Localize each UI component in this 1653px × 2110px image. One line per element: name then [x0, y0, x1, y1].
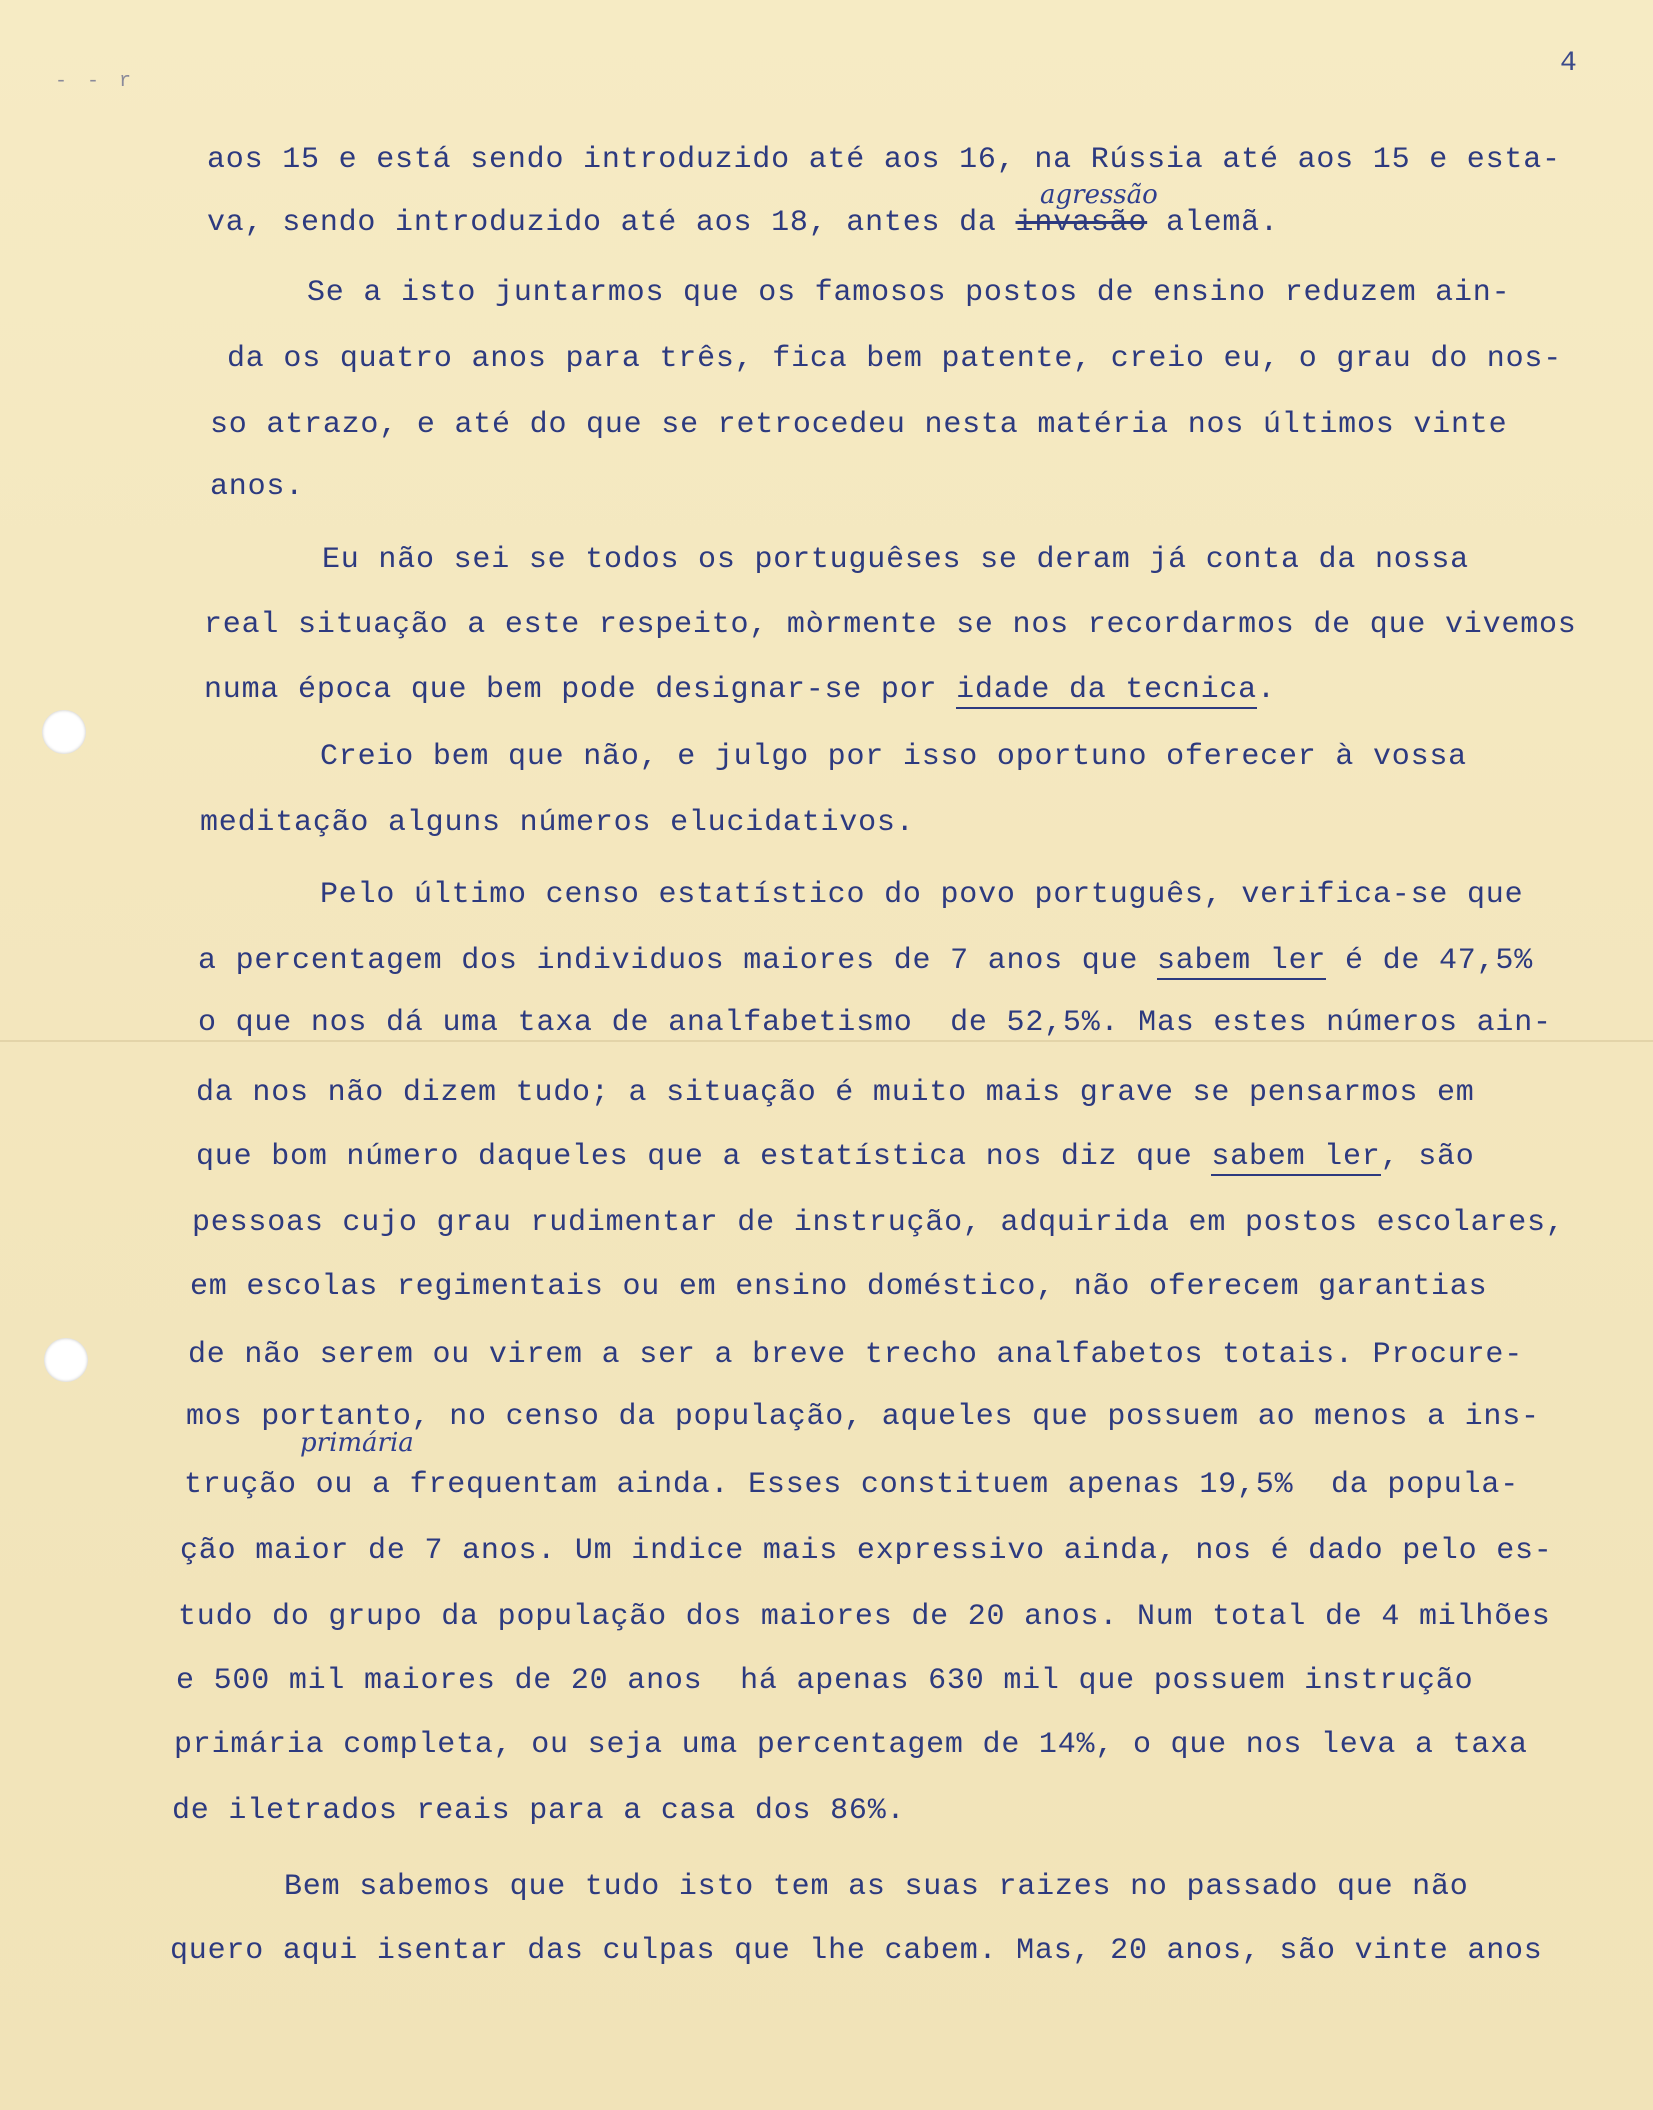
text-segment: , são	[1380, 1140, 1475, 1174]
text-line: tudo do grupo da população dos maiores de 20 anos. Num total de 4 milhões	[178, 1600, 1551, 1634]
text-line: Eu não sei se todos os portuguêses se deram já conta da nossa	[322, 543, 1469, 577]
text-line: primária completa, ou seja uma percentagem de 14%, o que nos leva a taxa	[174, 1728, 1528, 1762]
underlined-phrase: sabem ler	[1156, 944, 1327, 978]
text-line: trução ou a frequentam ainda. Esses constituem apenas 19,5% da popula-	[184, 1468, 1520, 1502]
text-line: pessoas cujo grau rudimentar de instrução, adquirida em postos escolares,	[192, 1206, 1565, 1240]
text-line: real situação a este respeito, mòrmente se nos recordarmos de que vivemos	[204, 608, 1577, 642]
text-line: anos.	[210, 470, 305, 504]
text-line: em escolas regimentais ou em ensino doméstico, não oferecem garantias	[190, 1270, 1488, 1304]
handwritten-correction-agressao: agressão	[1040, 180, 1158, 210]
text-segment: .	[1256, 673, 1276, 707]
punch-hole-bottom	[44, 1338, 88, 1382]
text-line: de não serem ou virem a ser a breve trecho analfabetos totais. Procure-	[188, 1338, 1524, 1372]
text-line: o que nos dá uma taxa de analfabetismo de 52,5%. Mas estes números ain-	[198, 1006, 1552, 1040]
text-line: e 500 mil maiores de 20 anos há apenas 630 mil que possuem instrução	[176, 1664, 1474, 1698]
text-line: mos portanto, no censo da população, aqueles que possuem ao menos a ins-	[186, 1400, 1540, 1434]
paper-fold	[0, 1040, 1653, 1042]
text-line: so atrazo, e até do que se retrocedeu nesta matéria nos últimos vinte	[210, 408, 1508, 442]
text-line: meditação alguns números elucidativos.	[200, 806, 915, 840]
text-line: Bem sabemos que tudo isto tem as suas raizes no passado que não	[284, 1870, 1469, 1904]
text-line	[207, 208, 1279, 238]
struck-word: invasão	[1015, 206, 1148, 240]
punch-hole-top	[42, 710, 86, 754]
text-segment: a percentagem dos individuos maiores de 7 anos que	[198, 944, 1157, 978]
text-segment: numa época que bem pode designar-se por	[204, 673, 957, 707]
handwritten-insertion-primaria: primária	[300, 1428, 414, 1458]
text-line: aos 15 e está sendo introduzido até aos 16, na Rússia até aos 15 e esta-	[207, 143, 1561, 177]
text-line: Se a isto juntarmos que os famosos postos de ensino reduzem ain-	[307, 276, 1511, 310]
underlined-phrase: idade da tecnica	[956, 673, 1257, 707]
text-segment: que bom número daqueles que a estatística nos diz que	[196, 1140, 1212, 1174]
text-segment: va, sendo introduzido até aos 18, antes da	[207, 206, 1016, 240]
text-line	[198, 946, 1533, 976]
text-line: Pelo último censo estatístico do povo português, verifica-se que	[320, 878, 1524, 912]
text-line: da nos não dizem tudo; a situação é muito mais grave se pensarmos em	[196, 1076, 1475, 1110]
text-segment: alemã.	[1147, 206, 1279, 240]
text-line	[196, 1142, 1475, 1172]
page-number: 4	[1560, 48, 1577, 79]
text-segment: é de 47,5%	[1326, 944, 1534, 978]
text-line: quero aqui isentar das culpas que lhe cabem. Mas, 20 anos, são vinte anos	[170, 1934, 1543, 1968]
text-line	[204, 675, 1276, 705]
text-line: ção maior de 7 anos. Um indice mais expressivo ainda, nos é dado pelo es-	[180, 1534, 1553, 1568]
text-line: Creio bem que não, e julgo por isso oportuno oferecer à vossa	[320, 740, 1467, 774]
corner-mark: - - r	[55, 70, 136, 93]
underlined-phrase: sabem ler	[1211, 1140, 1381, 1174]
text-line: de iletrados reais para a casa dos 86%.	[172, 1794, 906, 1828]
text-line: da os quatro anos para três, fica bem patente, creio eu, o grau do nos-	[227, 342, 1563, 376]
